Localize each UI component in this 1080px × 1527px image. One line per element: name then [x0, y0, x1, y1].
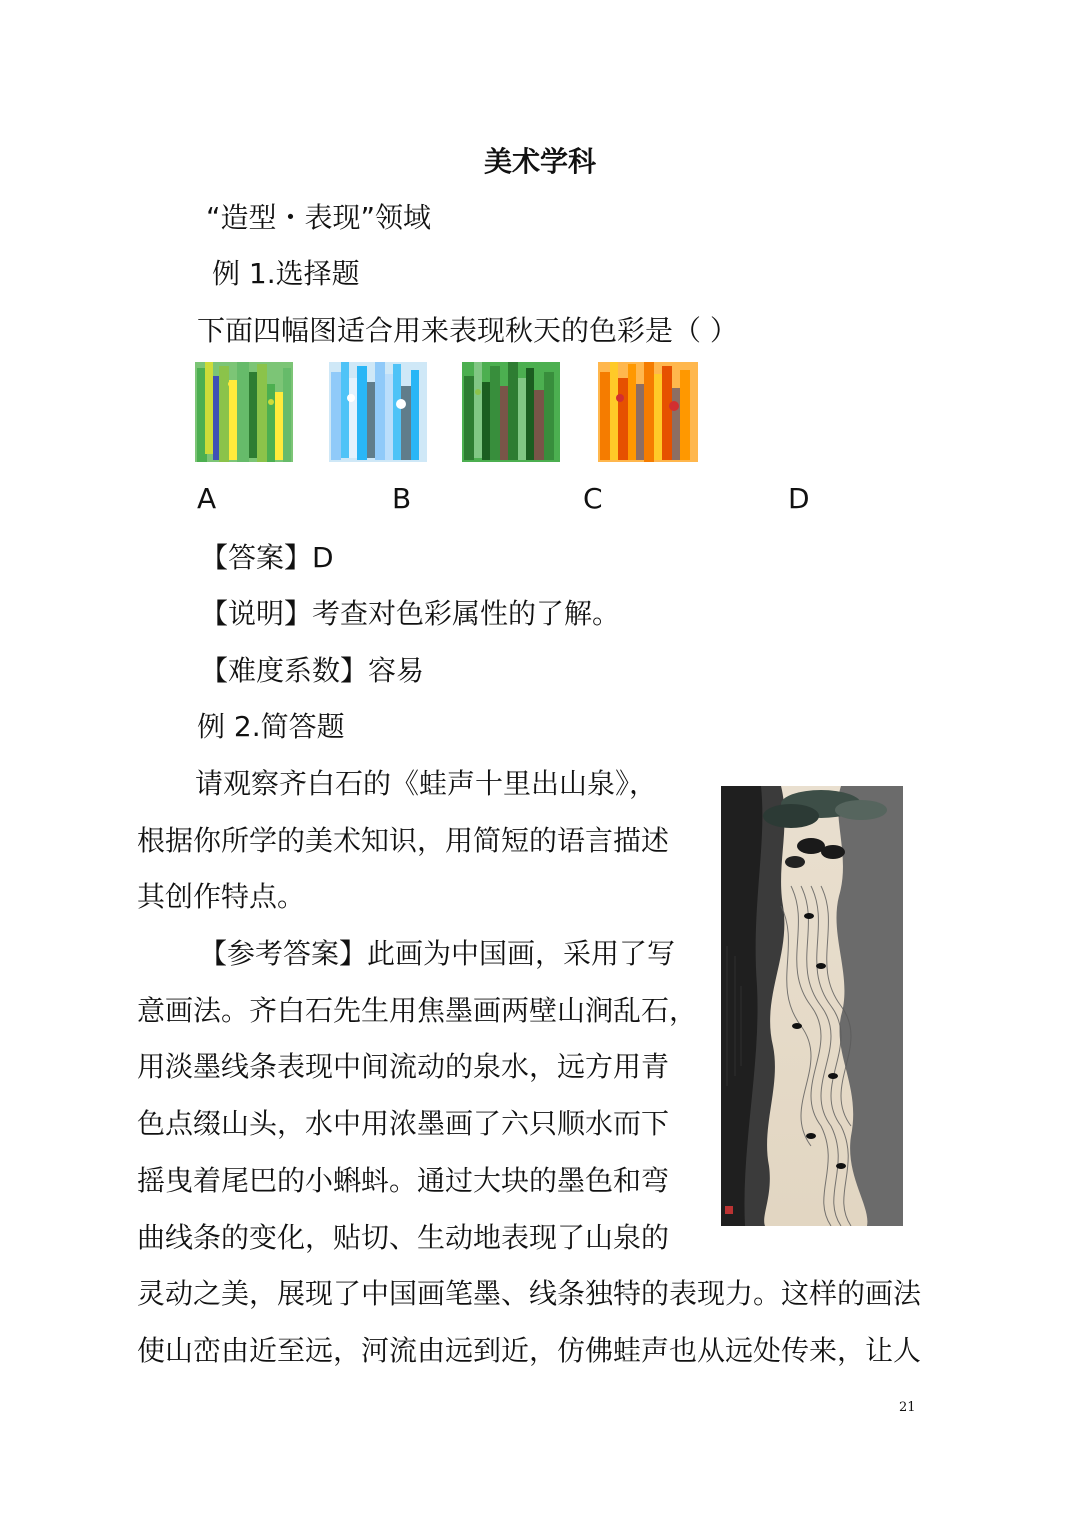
qi-baishi-painting-image — [721, 786, 903, 1226]
domain-heading: “造型・表现”领域 — [206, 201, 432, 234]
page-number: 21 — [899, 1400, 916, 1415]
option-b-label: B — [392, 482, 412, 515]
example1-question: 下面四幅图适合用来表现秋天的色彩是（ ） — [197, 314, 738, 347]
answer-line: 摇曳着尾巴的小蝌蚪。通过大块的墨色和弯 — [137, 1163, 670, 1197]
example2-question — [137, 756, 669, 926]
option-d-color-image — [598, 362, 696, 462]
option-a-label: A — [197, 482, 217, 515]
example1-explanation: 【说明】考查对色彩属性的了解。 — [200, 597, 621, 630]
question-line: 请观察齐白石的《蛙声十里出山泉》， — [195, 767, 658, 800]
answer-line: 使山峦由近至远，河流由远到近，仿佛蛙声也从远处传来，让人 — [137, 1333, 922, 1367]
question-line: 其创作特点。 — [137, 880, 306, 914]
page-title: 美术学科 — [483, 145, 596, 178]
example2-heading: 例 2.简答题 — [197, 710, 345, 743]
example1-difficulty: 【难度系数】容易 — [200, 654, 425, 687]
example1-heading: 例 1.选择题 — [212, 257, 360, 290]
answer-line: 意画法。齐白石先生用焦墨画两壁山涧乱石， — [137, 993, 698, 1027]
answer-line: 灵动之美，展现了中国画笔墨、线条独特的表现力。这样的画法 — [137, 1277, 922, 1311]
option-a-color-image — [195, 362, 293, 462]
option-c-color-image — [462, 362, 560, 462]
option-b-color-image — [329, 362, 427, 462]
question-line: 根据你所学的美术知识，用简短的语言描述 — [137, 823, 670, 857]
answer-line: 色点缀山头，水中用浓墨画了六只顺水而下 — [137, 1107, 670, 1141]
answer-line: 曲线条的变化，贴切、生动地表现了山泉的 — [137, 1220, 670, 1254]
option-d-label: D — [788, 482, 810, 515]
answer-line: 【参考答案】此画为中国画，采用了写 — [199, 937, 676, 970]
example1-answer: 【答案】D — [200, 541, 334, 574]
answer-line: 用淡墨线条表现中间流动的泉水，远方用青 — [137, 1050, 670, 1084]
option-c-label: C — [583, 482, 603, 515]
